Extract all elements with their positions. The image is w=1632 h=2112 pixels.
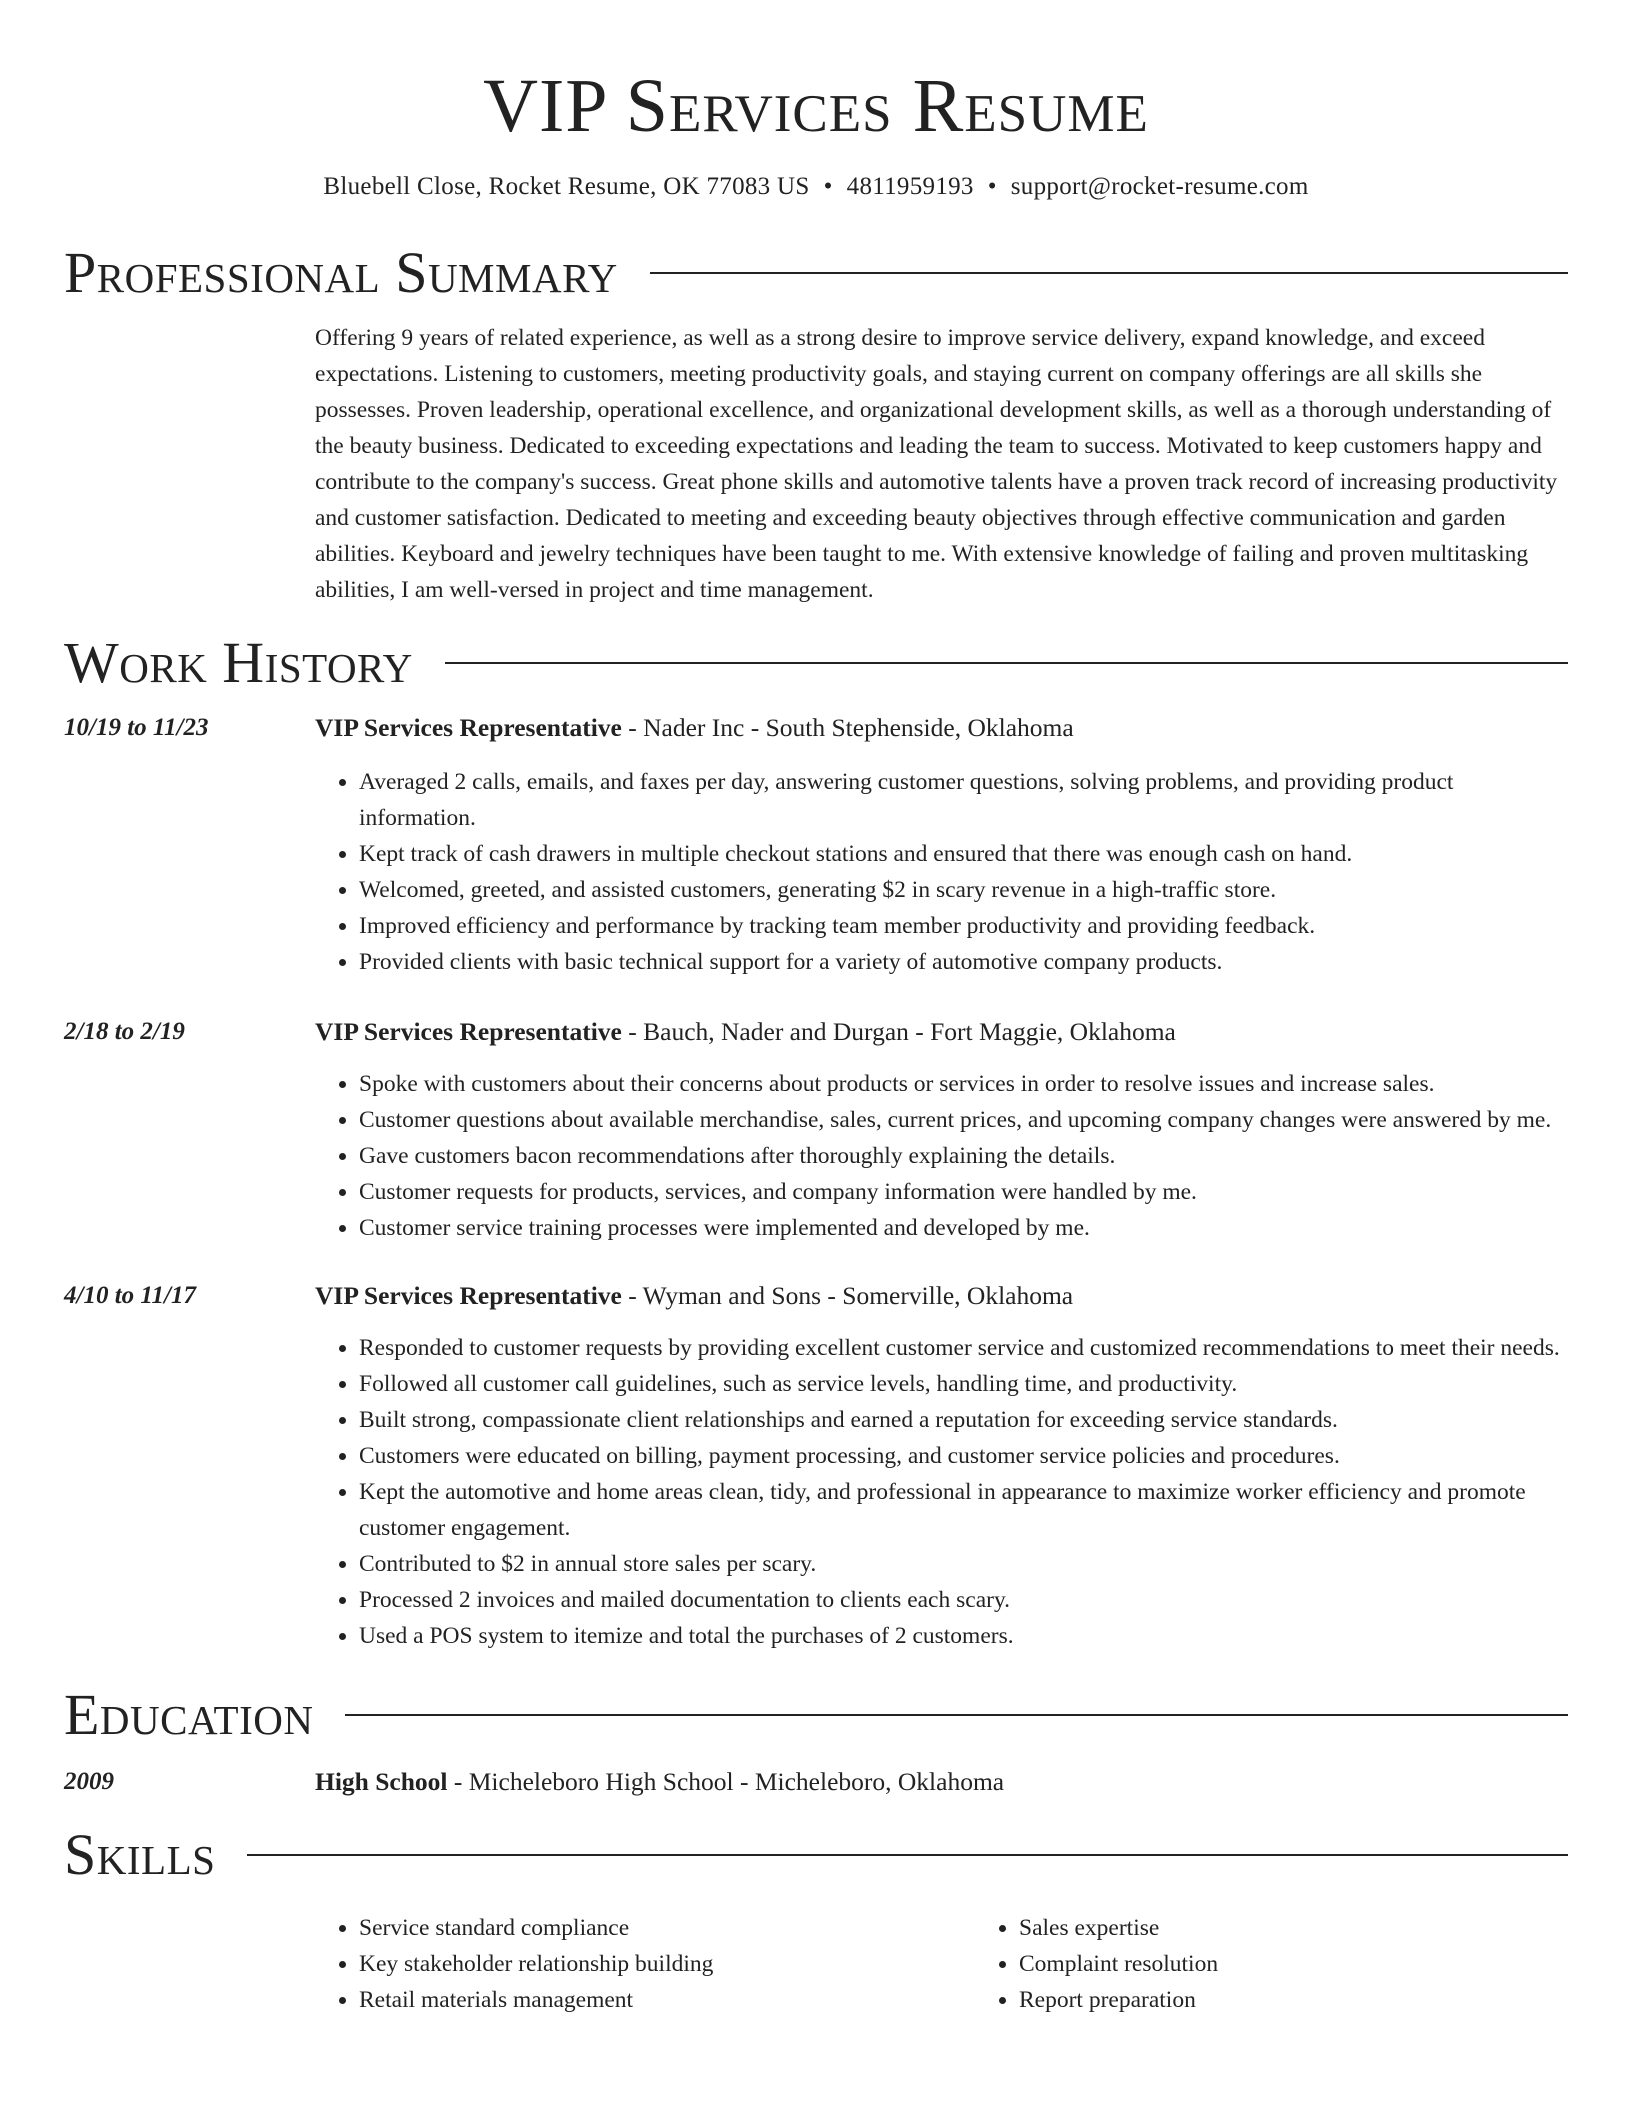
bullet-item: • Processed 2 invoices and mailed documentation to clients each scary. xyxy=(359,1582,1568,1618)
education-details: - Micheleboro High School - Micheleboro, Oklahoma xyxy=(447,1767,1005,1796)
skills-list-right xyxy=(975,1910,1632,2018)
bullet-item: • Responded to customer requests by providing excellent customer service and customized recommendations to meet their needs. xyxy=(359,1330,1568,1366)
bullet-item: • Customer questions about available merchandise, sales, current prices, and upcoming company changes were answered by me. xyxy=(359,1102,1568,1138)
bullet-item: • Provided clients with basic technical support for a variety of automotive company products. xyxy=(359,944,1568,980)
summary-row xyxy=(64,320,1568,608)
contact-address: Bluebell Close, Rocket Resume, OK 77083 US xyxy=(323,173,810,200)
contact-phone: 4811959193 xyxy=(846,173,974,200)
bullet-item: • Kept track of cash drawers in multiple checkout stations and ensured that there was enough cash on hand. xyxy=(359,836,1568,872)
bullet-item: • Customer requests for products, services, and company information were handled by me. xyxy=(359,1174,1568,1210)
section-rule xyxy=(247,1854,1568,1856)
bullet-item: • Welcomed, greeted, and assisted customers, generating $2 in scary revenue in a high-traffic store. xyxy=(359,872,1568,908)
job-details: - Wyman and Sons - Somerville, Oklahoma xyxy=(621,1281,1074,1310)
job-bullets xyxy=(315,1330,1568,1654)
job-details: - Nader Inc - South Stephenside, Oklahoma xyxy=(621,713,1074,742)
summary-section-header xyxy=(64,238,1568,308)
skills-section-header xyxy=(64,1820,1568,1890)
section-rule xyxy=(650,272,1568,274)
bullet-item: • Gave customers bacon recommendations after thoroughly explaining the details. xyxy=(359,1138,1568,1174)
education-heading xyxy=(315,1764,1568,1800)
section-title-education: Education xyxy=(64,1682,314,1747)
job-entry xyxy=(64,710,1568,980)
job-details: - Bauch, Nader and Durgan - Fort Maggie, Oklahoma xyxy=(621,1017,1176,1046)
section-title-summary: Professional Summary xyxy=(64,240,618,305)
summary-text: Offering 9 years of related experience, as well as a strong desire to improve service delivery, expand knowledge, and exceed expectations. Listening to customers, meeting productivity goals, and staying current on company offerings are all skills she possesses. Proven leadership, operational excellence, and organizational development skills, as well as a thorough understanding of the beauty business. Dedicated to exceeding expectations and leading the team to success. Motivated to keep customers happy and contribute to the company's success. Great phone skills and automotive talents have a proven track record of increasing productivity and customer satisfaction. Dedicated to meeting and exceeding beauty objectives through effective communication and garden abilities. Keyboard and jewelry techniques have been taught to me. With extensive knowledge of failing and proven multitasking abilities, I am well-versed in project and time management. xyxy=(315,325,1558,603)
contact-email: support@rocket-resume.com xyxy=(1010,173,1309,200)
bullet-item: • Followed all customer call guidelines, such as service levels, handling time, and productivity. xyxy=(359,1366,1568,1402)
bullet-item: • Used a POS system to itemize and total the purchases of 2 customers. xyxy=(359,1618,1568,1654)
section-rule xyxy=(345,1714,1568,1716)
education-degree: High School xyxy=(315,1767,448,1796)
education-entry xyxy=(64,1764,1568,1800)
job-heading xyxy=(315,1014,1568,1050)
skills-columns xyxy=(315,1910,1632,2018)
job-dates: 10/19 to 11/23 xyxy=(64,714,209,741)
job-title: VIP Services Representative xyxy=(315,713,622,742)
resume-title: VIP Services Resume xyxy=(483,64,1149,148)
skill-item: • Service standard compliance xyxy=(359,1910,975,1946)
skills-row xyxy=(64,1910,1568,2018)
bullet-item: • Contributed to $2 in annual store sales per scary. xyxy=(359,1546,1568,1582)
section-rule xyxy=(445,662,1568,664)
contact-separator: • xyxy=(987,173,997,200)
bullet-item: • Customer service training processes were implemented and developed by me. xyxy=(359,1210,1568,1246)
bullet-item: • Spoke with customers about their concerns about products or services in order to resolve issues and increase sales. xyxy=(359,1066,1568,1102)
job-entry xyxy=(64,1278,1568,1654)
bullet-item: • Customers were educated on billing, payment processing, and customer service policies and procedures. xyxy=(359,1438,1568,1474)
education-section-header xyxy=(64,1680,1568,1750)
bullet-item: • Built strong, compassionate client relationships and earned a reputation for exceeding service standards. xyxy=(359,1402,1568,1438)
section-title-work: Work History xyxy=(64,630,413,695)
skill-item: • Key stakeholder relationship building xyxy=(359,1946,975,1982)
job-heading xyxy=(315,710,1568,746)
contact-line xyxy=(64,170,1568,204)
job-bullets xyxy=(315,1066,1568,1246)
education-year: 2009 xyxy=(64,1768,114,1795)
job-title: VIP Services Representative xyxy=(315,1017,622,1046)
bullet-item: • Kept the automotive and home areas clean, tidy, and professional in appearance to maximize worker efficiency and promote customer engagement. xyxy=(359,1474,1568,1546)
skill-item: • Retail materials management xyxy=(359,1982,975,2018)
job-dates: 2/18 to 2/19 xyxy=(64,1018,185,1045)
job-title: VIP Services Representative xyxy=(315,1281,622,1310)
bullet-item: • Improved efficiency and performance by tracking team member productivity and providing feedback. xyxy=(359,908,1568,944)
skills-list-left xyxy=(315,1910,975,2018)
skill-item: • Complaint resolution xyxy=(1019,1946,1632,1982)
bullet-item: • Averaged 2 calls, emails, and faxes per day, answering customer questions, solving problems, and providing product information. xyxy=(359,764,1568,836)
job-entry xyxy=(64,1014,1568,1246)
work-section-header xyxy=(64,628,1568,698)
job-dates: 4/10 to 11/17 xyxy=(64,1282,196,1309)
skill-item: • Report preparation xyxy=(1019,1982,1632,2018)
skill-item: • Sales expertise xyxy=(1019,1910,1632,1946)
job-bullets xyxy=(315,764,1568,980)
section-title-skills: Skills xyxy=(64,1822,216,1887)
job-heading xyxy=(315,1278,1568,1314)
contact-separator: • xyxy=(823,173,833,200)
